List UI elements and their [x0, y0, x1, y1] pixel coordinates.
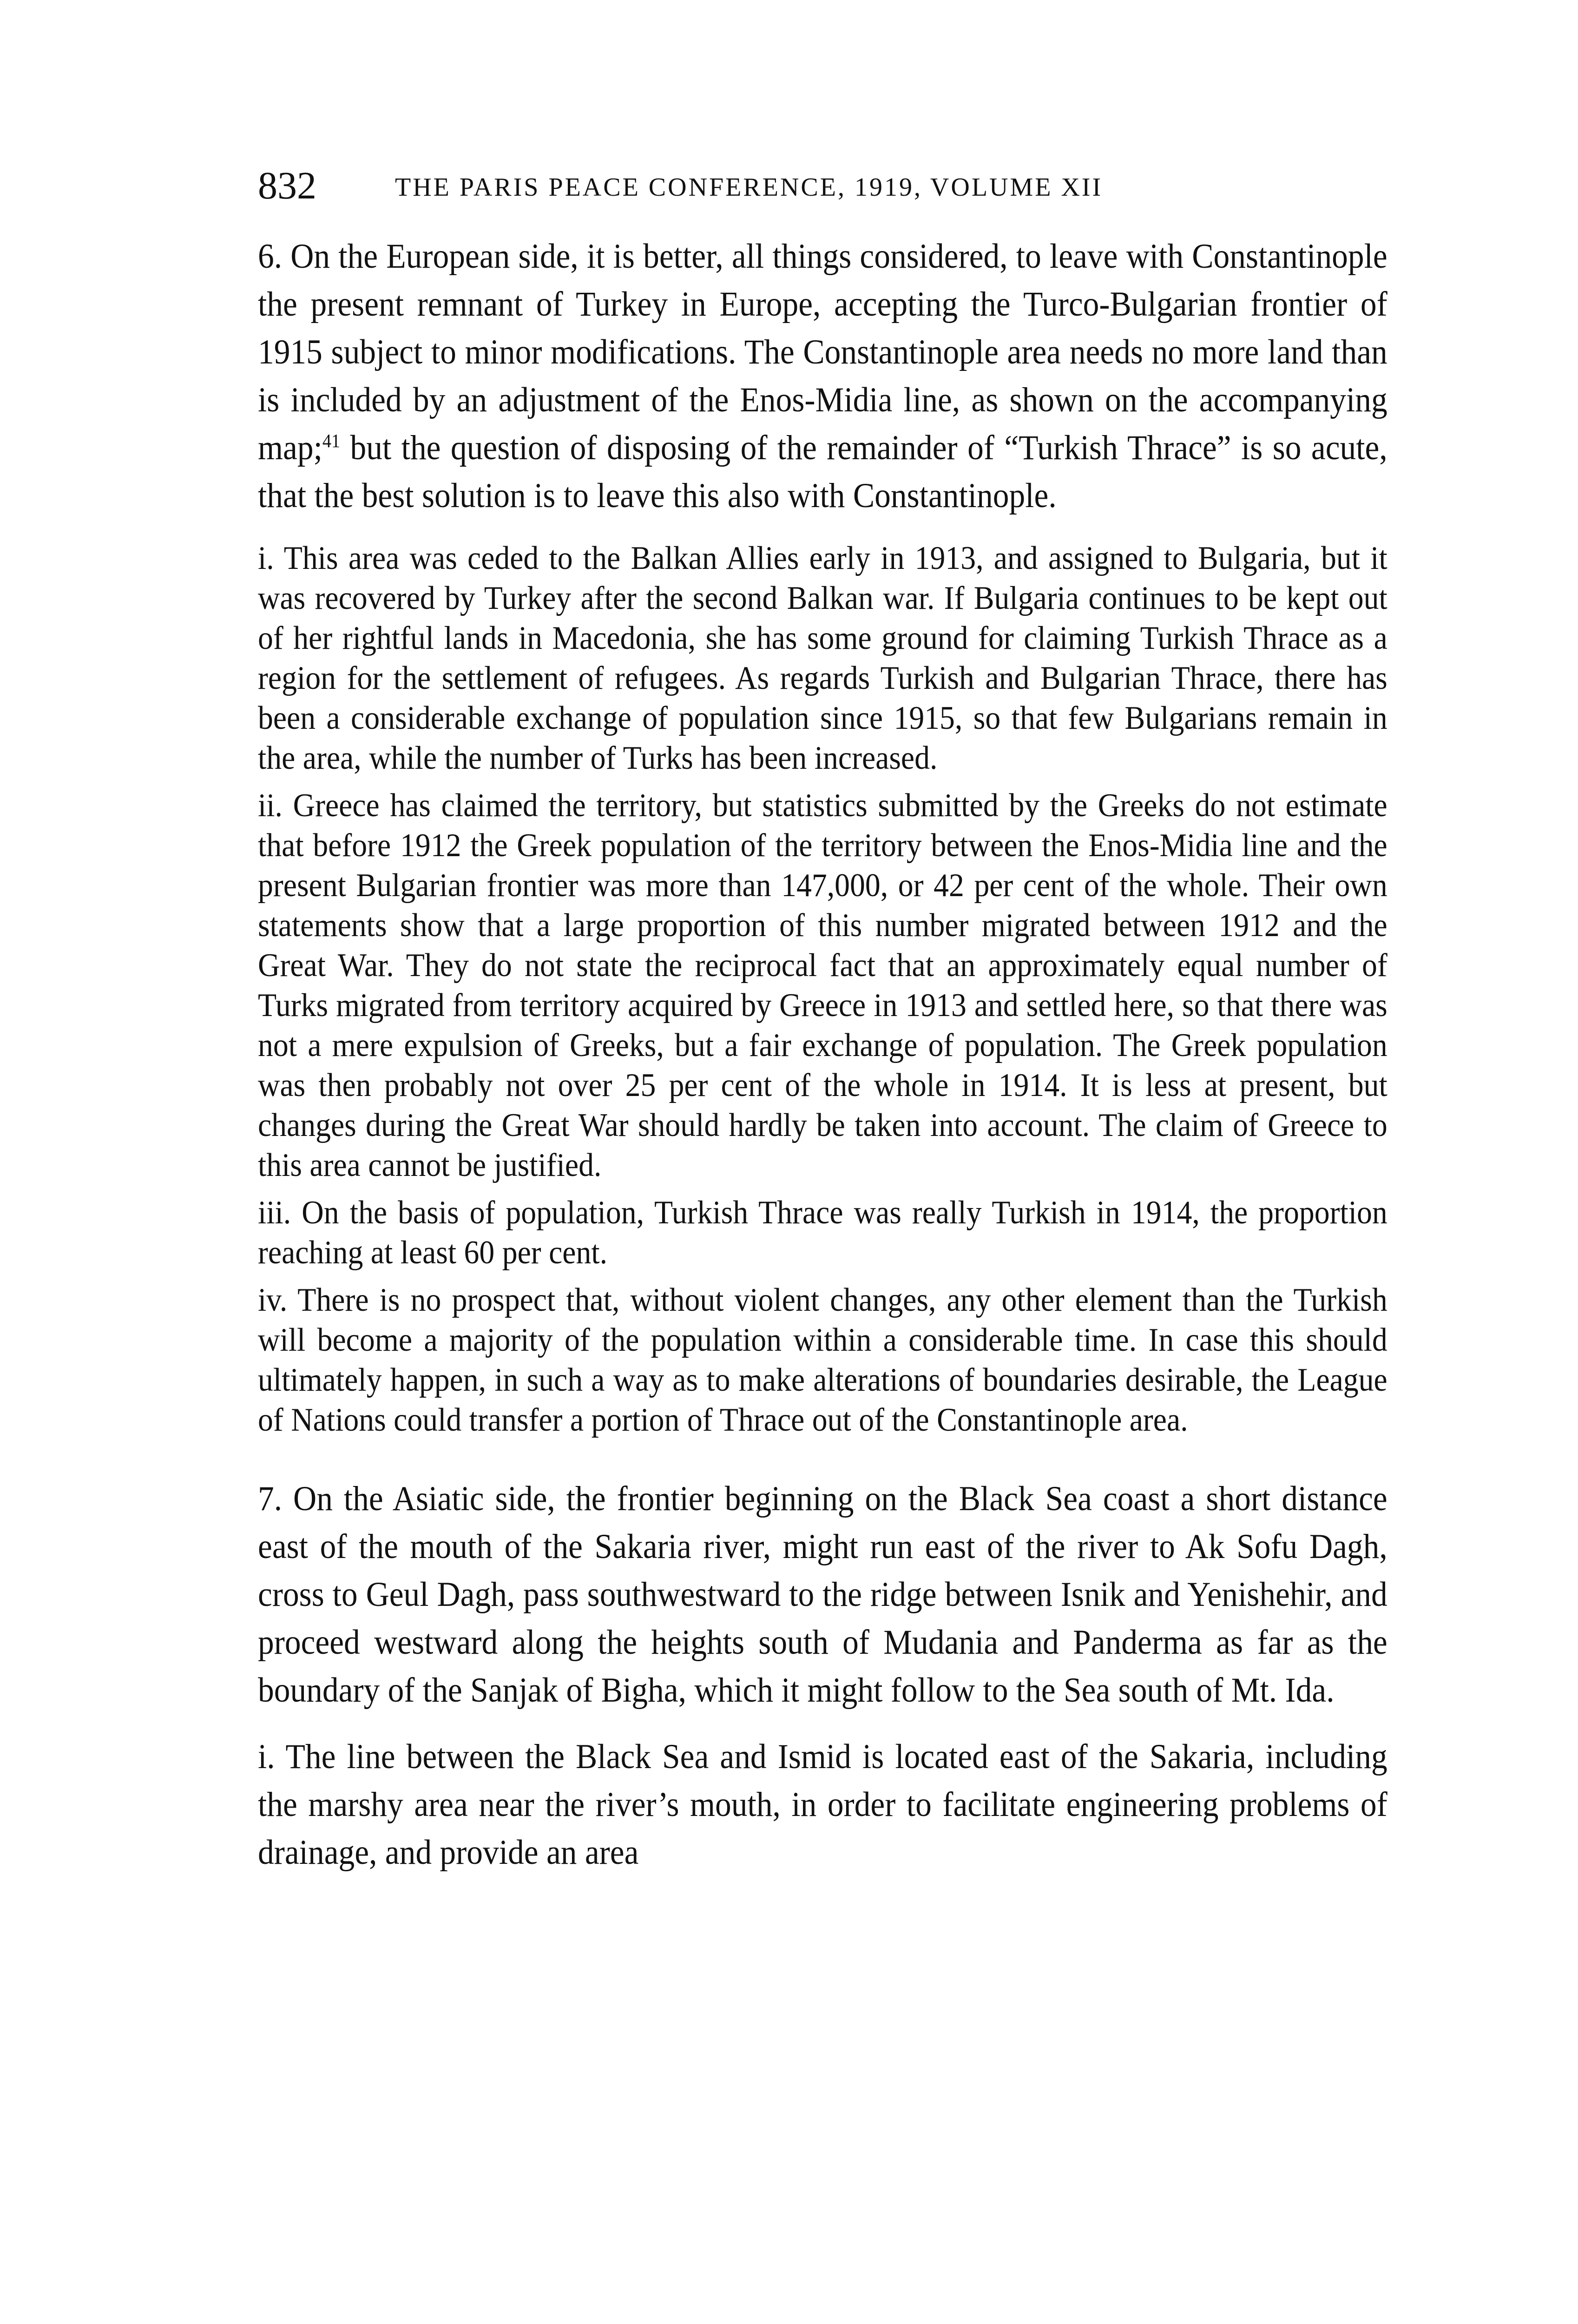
paragraph-6-text-b: but the question of disposing of the remainder of “Turkish Thrace” is so acute, that the best solution is to leave this also with Constantinople.: [258, 429, 1387, 515]
paragraph-7-i: i. The line between the Black Sea and Ismid is located east of the Sakaria, including the marshy area near the river’s mouth, in order to facilitate engineering problems of drainage, and provide an area: [258, 1737, 1387, 1872]
paragraph-6-iii: iii. On the basis of population, Turkish Thrace was really Turkish in 1914, the proportion reaching at least 60 per cent.: [258, 1195, 1387, 1271]
paragraph-7: 7. On the Asiatic side, the frontier beginning on the Black Sea coast a short distance east of the mouth of the Sakaria river, might run east of the river to Ak Sofu Dagh, cross to Geul Dagh, pass southwestward to the ridge between Isnik and Yenishehir, and proceed westward along the heights south of Mudania and Panderma as far as the boundary of the Sanjak of Bigha, which it might follow to the Sea south of Mt. Ida.: [258, 1479, 1387, 1710]
footnote-reference: 41: [322, 430, 341, 451]
paragraph-6-i: i. This area was ceded to the Balkan Allies early in 1913, and assigned to Bulgaria, but it was recovered by Turkey after the second Balkan war. If Bulgaria continues to be kept out of her rightful lands in Macedonia, she has some ground for claiming Turkish Thrace as a region for the settlement of refugees. As regards Turkish and Bulgarian Thrace, there has been a considerable exchange of population since 1915, so that few Bulgarians remain in the area, while the number of Turks has been increased.: [258, 540, 1387, 776]
paragraph-6-text-a: 6. On the European side, it is better, all things considered, to leave with Constantinople the present remnant of Turkey in Europe, accepting the Turco-Bulgarian frontier of 1915 subject to minor modifications. The Constantinople area needs no more land than is included by an adjustment of the Enos-Midia line, as shown on the accompanying map;: [258, 237, 1387, 467]
running-head: THE PARIS PEACE CONFERENCE, 1919, VOLUME XII: [395, 173, 1103, 202]
body-text: [258, 232, 1387, 1876]
page-header: [258, 163, 1387, 209]
paragraph-6: [258, 232, 1387, 520]
paragraph-6-iv: iv. There is no prospect that, without violent changes, any other element than the Turkish will become a majority of the population within a considerable time. In case this should ultimately happen, in such a way as to make alterations of boundaries desirable, the League of Nations could transfer a portion of Thrace out of the Constantinople area.: [258, 1282, 1387, 1438]
page-number: 832: [258, 164, 316, 207]
paragraph-6-ii: ii. Greece has claimed the territory, but statistics submitted by the Greeks do not estimate that before 1912 the Greek population of the territory between the Enos-Midia line and the present Bulgarian frontier was more than 147,000, or 42 per cent of the whole. Their own statements show that a large proportion of this number migrated between 1912 and the Great War. They do not state the reciprocal fact that an approximately equal number of Turks migrated from territory acquired by Greece in 1913 and settled here, so that there was not a mere expulsion of Greeks, but a fair exchange of population. The Greek population was then probably not over 25 per cent of the whole in 1914. It is less at present, but changes during the Great War should hardly be taken into account. The claim of Greece to this area cannot be justified.: [258, 787, 1387, 1183]
